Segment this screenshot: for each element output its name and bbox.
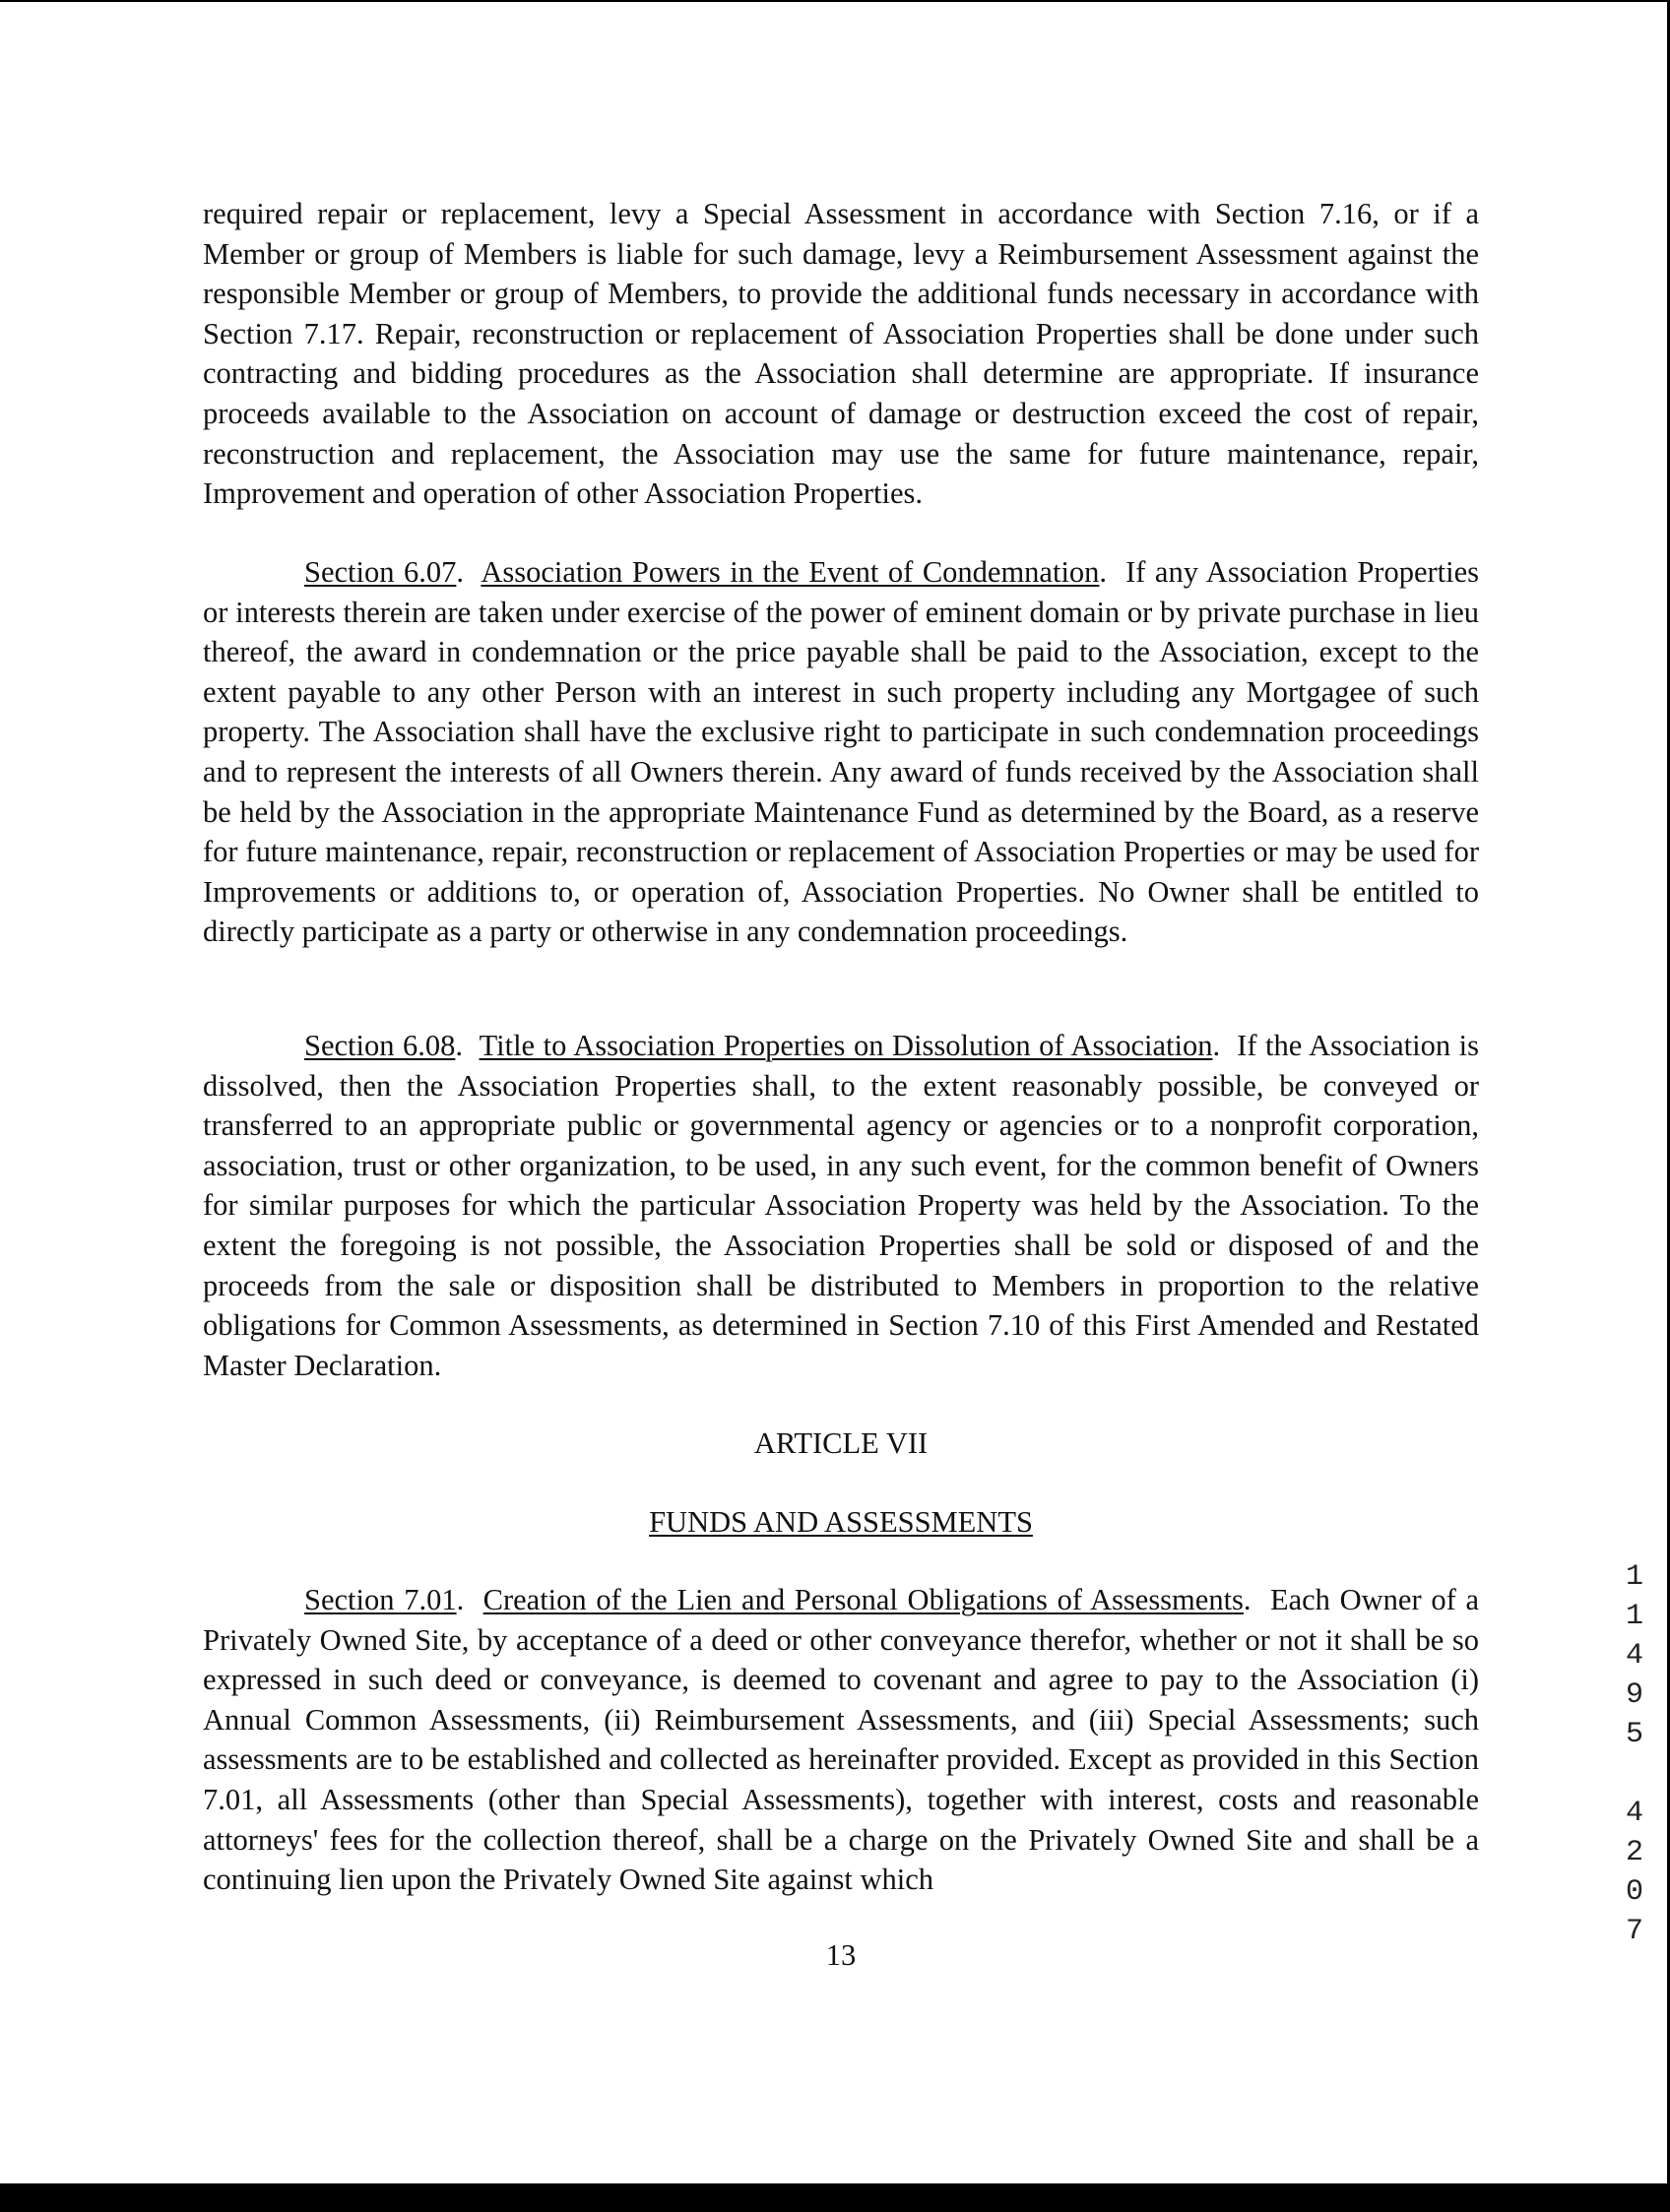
section-6-07-number: Section 6.07 [304, 555, 457, 589]
section-6-08-block [203, 1026, 1479, 1385]
stamp-digit: 4 [1625, 1797, 1643, 1830]
section-6-07-title: Association Powers in the Event of Condemnation [481, 555, 1100, 589]
stamp-gap [1615, 1754, 1654, 1794]
article-title: FUNDS AND ASSESSMENTS [649, 1505, 1033, 1539]
scan-bottom-bar [0, 2183, 1670, 2212]
section-6-08-title: Title to Association Properties on Dissolution of Association [479, 1029, 1213, 1062]
stamp-digit: 4 [1625, 1639, 1643, 1673]
section-7-01-block [203, 1580, 1479, 1900]
stamp-digit: 0 [1625, 1875, 1643, 1909]
section-6-08-number: Section 6.08 [304, 1029, 456, 1062]
section-6-07-block [203, 552, 1479, 952]
stamp-digit: 1 [1625, 1560, 1643, 1594]
article-title-wrap [203, 1502, 1479, 1542]
stamp-digit: 2 [1625, 1836, 1643, 1869]
section-7-01-body: Each Owner of a Privately Owned Site, by acceptance of a deed or other conveyance therefor, whether or not it shall be so expressed in such deed or conveyance, is deemed to covenant and agree to pay to the Association (i) Annual Common Assessments, (ii) Reimbursement Assessments, and (iii) Special Assessments; such assessments are to be established and collected as hereinafter provided. Except as provided in this Section 7.01, all Assessments (other than Special Assessments), together with interest, costs and reasonable attorneys' fees for the collection thereof, shall be a charge on the Privately Owned Site and shall be a continuing lien upon the Privately Owned Site against which [203, 1583, 1479, 1897]
stamp-digit: 7 [1625, 1915, 1643, 1948]
scan-top-edge [0, 0, 1670, 2]
section-6-08-paragraph: Section 6.08. Title to Association Properties on Dissolution of Association. If the Association is dissolved, then the Association Properties shall, to the extent reasonably possible, be conveyed or transferred to an appropriate public or governmental agency or agencies or to a nonprofit corporation, association, trust or other organization, to be used, in any such event, for the common benefit of Owners for similar purposes for which the particular Association Property was held by the Association. To the extent the foregoing is not possible, the Association Properties shall be sold or disposed of and the proceeds from the sale or disposition shall be distributed to Members in proportion to the relative obligations for Common Assessments, as determined in Section 7.10 of this First Amended and Restated Master Declaration. [203, 1029, 1480, 1382]
continuation-paragraph-block [203, 194, 1479, 514]
section-6-07-body: If any Association Properties or interests therein are taken under exercise of the power of eminent domain or by private purchase in lieu thereof, the award in condemnation or the price payable shall be paid to the Association, except to the extent payable to any other Person with an interest in such property including any Mortgagee of such property. The Association shall have the exclusive right to participate in such condemnation proceedings and to represent the interests of all Owners therein. Any award of funds received by the Association shall be held by the Association in the appropriate Maintenance Fund as determined by the Board, as a reserve for future maintenance, repair, reconstruction or replacement of Association Properties or may be used for Improvements or additions to, or operation of, Association Properties. No Owner shall be entitled to directly participate as a party or otherwise in any condemnation proceedings. [203, 555, 1479, 949]
section-6-08-body: If the Association is dissolved, then the Association Properties shall, to the extent reasonably possible, be conveyed or transferred to an appropriate public or governmental agency or agencies or to a nonprofit corporation, association, trust or other organization, to be used, in any such event, for the common benefit of Owners for similar purposes for which the particular Association Property was held by the Association. To the extent the foregoing is not possible, the Association Properties shall be sold or disposed of and the proceeds from the sale or disposition shall be distributed to Members in proportion to the relative obligations for Common Assessments, as determined in Section 7.10 of this First Amended and Restated Master Declaration. [203, 1029, 1480, 1382]
stamp-digit: 5 [1625, 1718, 1643, 1751]
page-number: 13 [825, 1938, 857, 1972]
section-7-01-title: Creation of the Lien and Personal Obligations of Assessments [482, 1583, 1244, 1616]
recording-number-stamp [1615, 1557, 1654, 1951]
continuation-paragraph: required repair or replacement, levy a Special Assessment in accordance with Section 7.16, or if a Member or group of Members is liable for such damage, levy a Reimbursement Assessment against the responsible Member or group of Members, to provide the additional funds necessary in accordance with Section 7.17. Repair, reconstruction or replacement of Association Properties shall be done under such contracting and bidding procedures as the Association shall determine are appropriate. If insurance proceeds available to the Association on account of damage or destruction exceed the cost of repair, reconstruction and replacement, the Association may use the same for future maintenance, repair, Improvement and operation of other Association Properties. [203, 197, 1479, 511]
article-heading: ARTICLE VII [753, 1426, 929, 1460]
section-7-01-paragraph: Section 7.01. Creation of the Lien and Personal Obligations of Assessments. Each Owner of a Privately Owned Site, by acceptance of a deed or other conveyance therefor, whether or not it shall be so expressed in such deed or conveyance, is deemed to covenant and agree to pay to the Association (i) Annual Common Assessments, (ii) Reimbursement Assessments, and (iii) Special Assessments; such assessments are to be established and collected as hereinafter provided. Except as provided in this Section 7.01, all Assessments (other than Special Assessments), together with interest, costs and reasonable attorneys' fees for the collection thereof, shall be a charge on the Privately Owned Site and shall be a continuing lien upon the Privately Owned Site against which [203, 1583, 1479, 1897]
stamp-digit: 9 [1625, 1678, 1643, 1712]
stamp-digit: 1 [1625, 1600, 1643, 1633]
section-6-07-paragraph: Section 6.07. Association Powers in the Event of Condemnation. If any Association Properties or interests therein are taken under exercise of the power of eminent domain or by private purchase in lieu thereof, the award in condemnation or the price payable shall be paid to the Association, except to the extent payable to any other Person with an interest in such property including any Mortgagee of such property. The Association shall have the exclusive right to participate in such condemnation proceedings and to represent the interests of all Owners therein. Any award of funds received by the Association shall be held by the Association in the appropriate Maintenance Fund as determined by the Board, as a reserve for future maintenance, repair, reconstruction or replacement of Association Properties or may be used for Improvements or additions to, or operation of, Association Properties. No Owner shall be entitled to directly participate as a party or otherwise in any condemnation proceedings. [203, 555, 1479, 949]
section-7-01-number: Section 7.01 [304, 1583, 457, 1616]
